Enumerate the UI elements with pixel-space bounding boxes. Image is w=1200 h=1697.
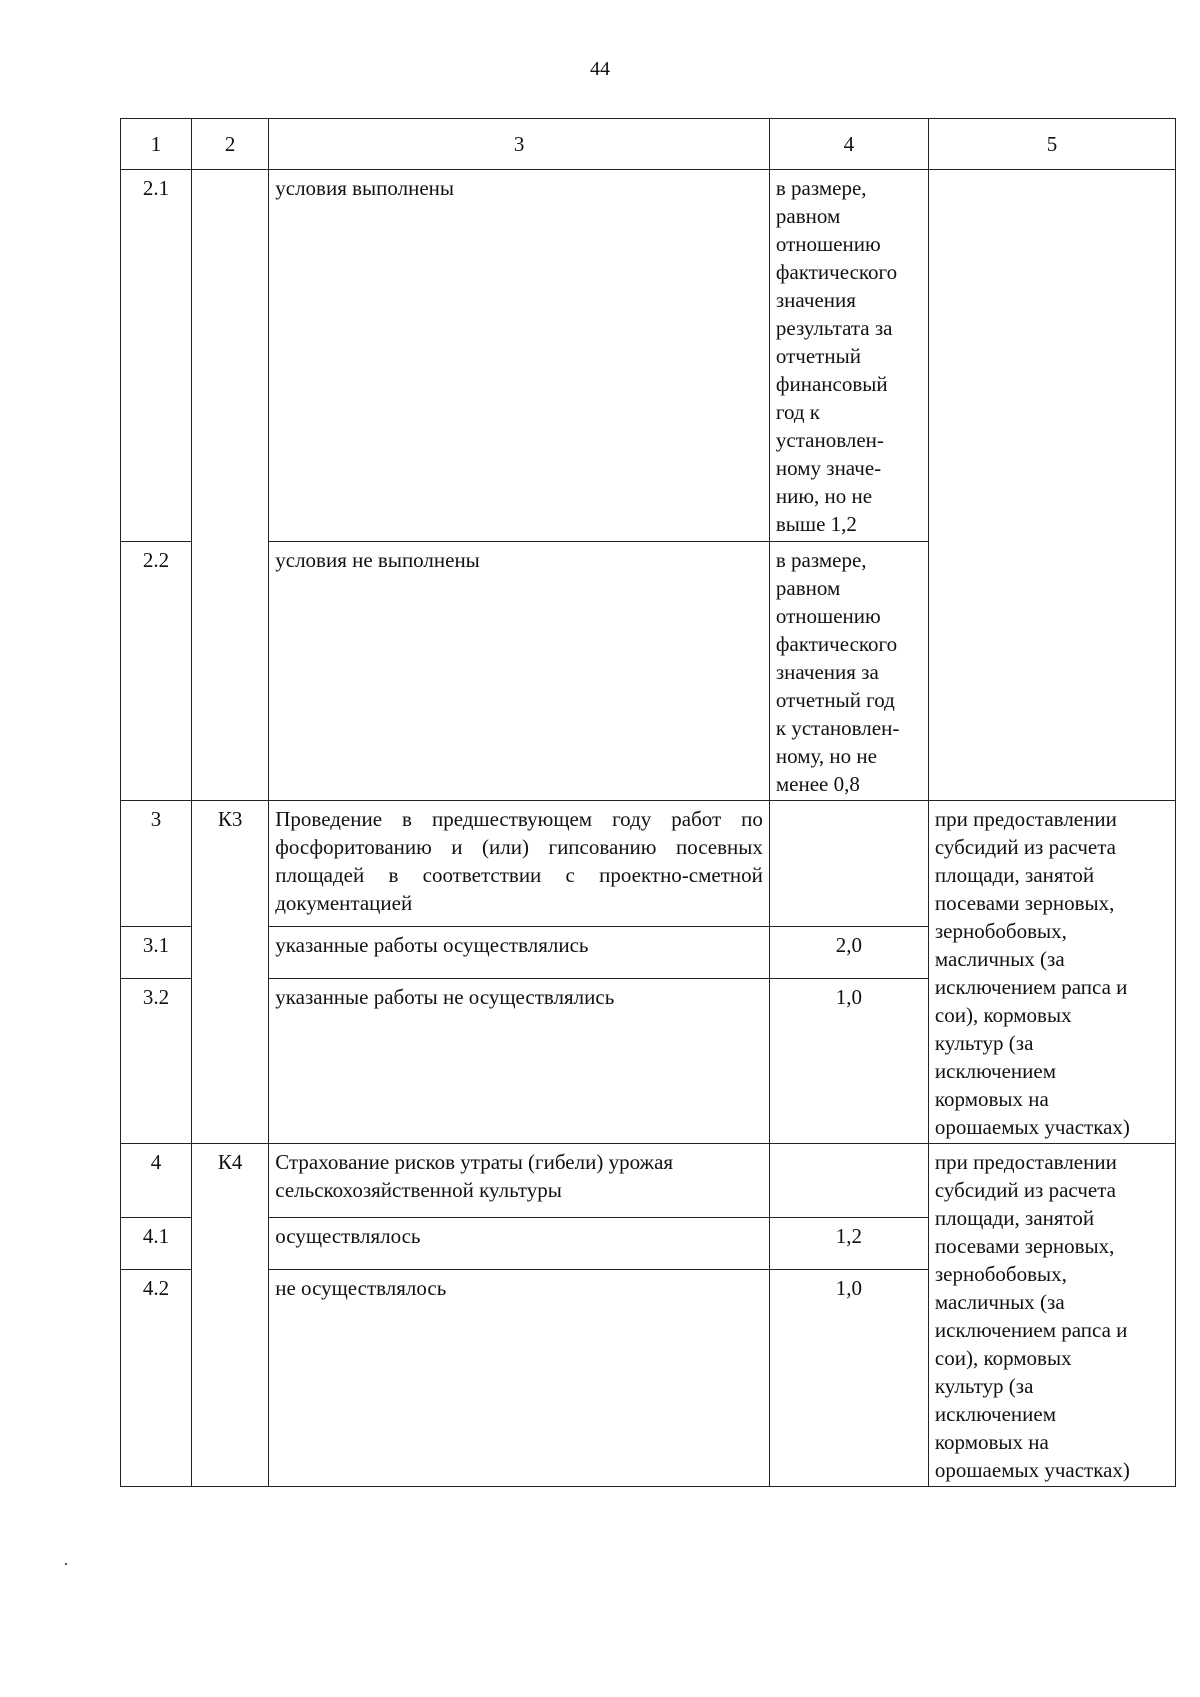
header-col-4: 4 — [769, 119, 928, 170]
header-col-5: 5 — [928, 119, 1175, 170]
header-col-2: 2 — [191, 119, 268, 170]
table-row-3 — [121, 801, 1176, 927]
condition-text: указанные работы осуществлялись — [269, 927, 770, 979]
coefficient-value: 2,0 — [769, 927, 928, 979]
scan-speck — [65, 1563, 67, 1565]
page-number: 44 — [590, 58, 610, 80]
criteria-table — [120, 118, 1176, 1487]
note-text: при предоставлении субсидий из расчета площади, занятой посевами зерновых, зернобобовых, масличных (за исключением рапса и сои), кормовых культур (за исключением кормовых на орошаемых участках) — [928, 1144, 1175, 1487]
coefficient-value: 1,0 — [769, 1270, 928, 1487]
coefficient-value: 1,2 — [769, 1218, 928, 1270]
criterion-code: К4 — [191, 1144, 268, 1487]
table-row-2-1 — [121, 170, 1176, 542]
note-cell-empty — [928, 170, 1175, 801]
row-number: 2.2 — [121, 542, 192, 801]
coefficient-value: в размере, равном отношению фактического значения результата за отчетный финансовый год к установлен- ному значе- нию, но не выше 1,2 — [769, 170, 928, 542]
condition-text: не осуществлялось — [269, 1270, 770, 1487]
criterion-text: Страхование рисков утраты (гибели) урожая сельскохозяйственной культуры — [269, 1144, 770, 1218]
row-number: 4.1 — [121, 1218, 192, 1270]
criterion-code: К3 — [191, 801, 268, 1144]
condition-text: условия не выполнены — [269, 542, 770, 801]
coefficient-value: в размере, равном отношению фактического значения за отчетный год к установлен- ному, но не менее 0,8 — [769, 542, 928, 801]
row-number: 2.1 — [121, 170, 192, 542]
condition-text: указанные работы не осуществлялись — [269, 978, 770, 1143]
criterion-text: Проведение в предшествующем году работ по фосфоритованию и (или) гипсованию посевных площадей в соответствии с проектно-сметной документацией — [269, 801, 770, 927]
row-number: 4 — [121, 1144, 192, 1218]
coefficient-value: 1,0 — [769, 978, 928, 1143]
row-number: 3.1 — [121, 927, 192, 979]
row-number: 3 — [121, 801, 192, 927]
table-header-row — [121, 119, 1176, 170]
coefficient-value-empty — [769, 801, 928, 927]
coefficient-value-empty — [769, 1144, 928, 1218]
note-text: при предоставлении субсидий из расчета площади, занятой посевами зерновых, зернобобовых, масличных (за исключением рапса и сои), кормовых культур (за исключением кормовых на орошаемых участках) — [928, 801, 1175, 1144]
condition-text: условия выполнены — [269, 170, 770, 542]
header-col-1: 1 — [121, 119, 192, 170]
row-number: 3.2 — [121, 978, 192, 1143]
code-cell-empty — [191, 170, 268, 801]
header-col-3: 3 — [269, 119, 770, 170]
row-number: 4.2 — [121, 1270, 192, 1487]
table-row-4 — [121, 1144, 1176, 1218]
condition-text: осуществлялось — [269, 1218, 770, 1270]
